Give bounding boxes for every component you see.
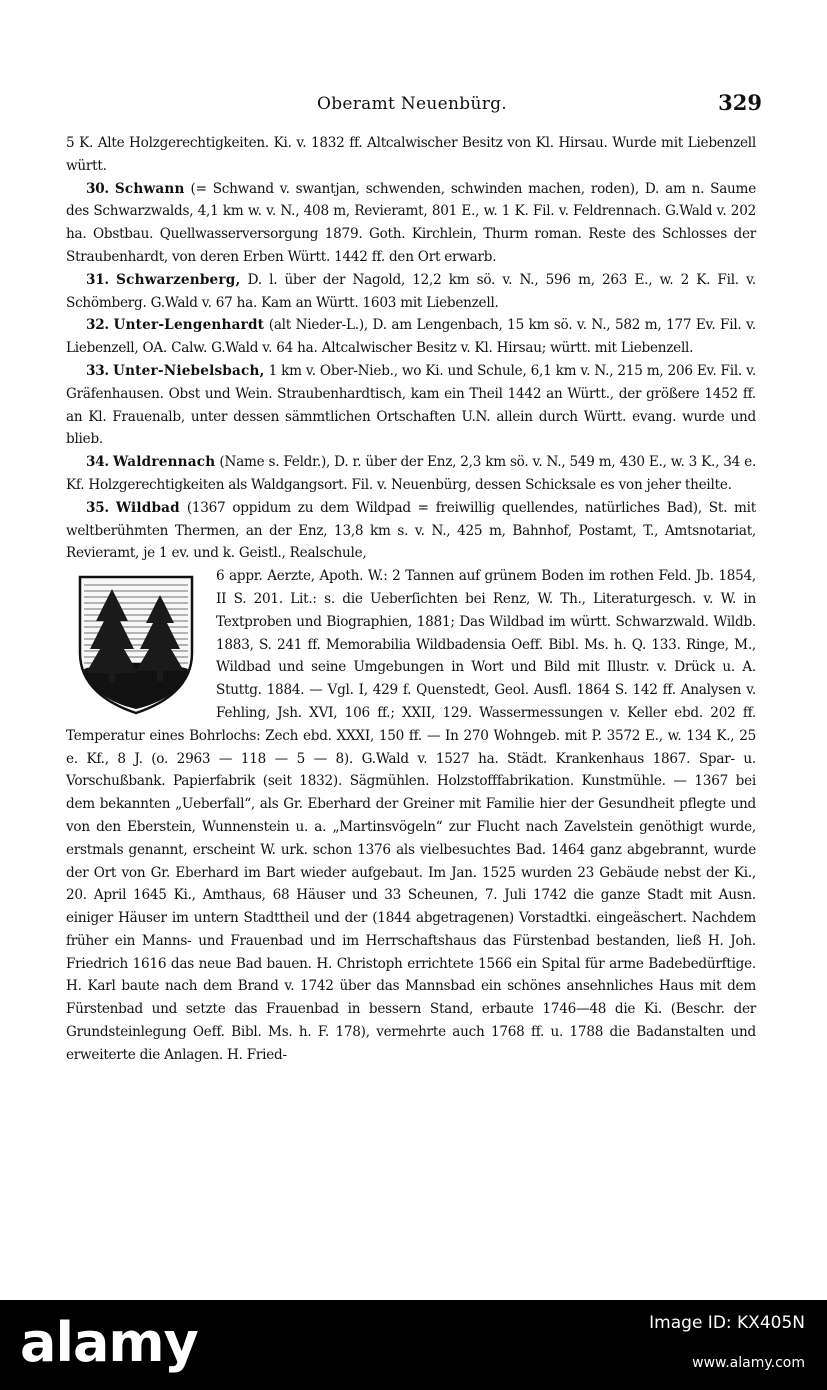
entry-text: (alt Nieder-L.), D. am Lengenbach, 15 km sö. v. N., 582 m, 177 Ev. Fil. v. Liebenzell, OA. Calw. G.Wald v. 64 ha. Altcalwischer Besitz v. Kl. Hirsau; württ. mit Liebenzell. — [66, 317, 756, 357]
place-name: Wildbad — [115, 499, 180, 516]
stock-banner — [0, 1300, 827, 1390]
entry-33 — [66, 360, 756, 451]
wildbad-coat-of-arms-icon — [66, 569, 206, 717]
entry-31 — [66, 269, 756, 315]
entry-number: 31. — [86, 271, 109, 288]
entry-29-continuation — [66, 132, 756, 178]
entry-32 — [66, 314, 756, 360]
place-name: Unter-Niebelsbach, — [113, 362, 265, 379]
place-name: Waldrennach — [113, 454, 216, 471]
page-title: Oberamt Neuenbürg. — [316, 94, 508, 114]
place-name: Schwann — [114, 180, 185, 197]
brand-logo: alamy — [20, 1311, 198, 1374]
entry-number: 35. — [86, 499, 109, 516]
entry-number: 30. — [86, 180, 109, 197]
image-id: Image ID: KX405N — [649, 1313, 805, 1333]
place-name: Schwarzenberg, — [116, 271, 241, 288]
entry-number: 34. — [86, 454, 109, 471]
entry-text: (Name s. Feldr.), D. r. über der Enz, 2,3 km sö. v. N., 549 m, 430 E., w. 3 K., 34 e. Kf. Holzgerechtigkeiten als Waldgangsort. Fil. v. Neuenbürg, dessen Schicksale es von jeher theilte. — [66, 454, 757, 493]
running-head — [62, 90, 762, 124]
entry-30 — [66, 178, 756, 269]
entry-number: 32. — [86, 317, 109, 334]
page-number: 329 — [718, 90, 762, 115]
website-link[interactable]: www.alamy.com — [692, 1355, 805, 1371]
entry-text: 5 K. Alte Holzgerechtigkeiten. Ki. v. 1832 ff. Altcalwischer Besitz von Kl. Hirsau. Wurde mit Liebenzell württ. — [66, 135, 756, 174]
entry-text: (= Schwand v. swantjan, schwenden, schwinden machen, roden), D. am n. Saume des Schwarzwalds, 4,1 km w. v. N., 408 m, Revieramt, 801 E., w. 1 K. Fil. v. Feldrennach. G.Wald v. 202 ha. Obstbau. Quellwasserversorgung 1879. Goth. Kirchlein, Thurm roman. Reste des Schlosses der Straubenhardt, von deren Erben Württ. 1442 ff. den Ort erwarb. — [66, 180, 756, 265]
entry-text: 1 km v. Ober-Nieb., wo Ki. und Schule, 6,1 km v. N., 215 m, 206 Ev. Fil. v. Gräfenhausen. Obst und Wein. Straubenhardtisch, kam ein Theil 1442 an Württ., der größere 1452 ff. an Kl. Frauenalb, unter dessen sämmtlichen Ortschaften U.N. allein durch Württ. evang. wurde und blieb. — [66, 362, 756, 448]
entry-number: 33. — [86, 362, 109, 379]
entry-35 — [66, 497, 756, 565]
text-block — [66, 132, 756, 1067]
place-name: Unter-Lengenhardt — [113, 317, 265, 334]
image-id-block — [649, 1312, 805, 1374]
entry-text: 6 appr. Aerzte, Apoth. W.: 2 Tannen auf grünem Boden im rothen Feld. Jb. 1854, II S. 201. Lit.: s. die Ueberſichten bei Renz, W. Th., Literaturgesch. v. W. in Textproben und Biographien, 1881; Das Wildbad im württ. Schwarzwald. Wildb. 1883, S. 241 ff. Memorabilia Wildbadensia Oeff. Bibl. Ms. h. Q. 133. Ringe, M., Wildbad und seine Umgebungen in Wort und Bild mit Illustr. v. Drück u. A. Stuttg. 1884. — Vgl. I, 429 f. Quenstedt, Geol. Ausfl. 1864 S. 142 ff. Analysen v. Fehling, Jsh. XVI, 106 ff.; XXII, 129. Wassermessungen v. Keller ebd. 202 ff. Temperatur eines Bohrlochs: Zech ebd. XXXI, 150 ff. — In 270 Wohngeb. mit P. 3572 E., w. 134 K., 25 e. Kf., 8 J. (o. 2963 — 118 — 5 — 8). G.Wald v. 1527 ha. Städt. Krankenhaus 1867. Spar- u. Vorschußbank. Papierfabrik (seit 1832). Sägmühlen. Holzstofffabrikation. Kunstmühle. — 1367 bei dem bekannten „Ueberfall“, als Gr. Eberhard der Greiner mit Familie hier der Gesundheit pflegte und von den Eberstein, Wunnenstein u. a. „Martinsvögeln“ zur Flucht nach Zavelstein genöthigt wurde, erstmals genannt, erscheint W. urk. schon 1376 als vielbesuchtes Bad. 1464 ganz abgebrannt, wurde der Ort von Gr. Eberhard im Bart wieder aufgebaut. Im Jan. 1525 wurden 23 Gebäude nebst der Ki., 20. April 1645 Ki., Amthaus, 68 Häuser und 33 Scheunen, 7. Juli 1742 die ganze Stadt mit Ausn. einiger Häuser im untern Stadttheil und der (1844 abgetragenen) Vorstadtki. eingeäschert. Nachdem früher ein Manns- und Frauenbad und im Herrschaftshaus das Fürstenbad bestanden, ließ H. Joh. Friedrich 1616 das neue Bad bauen. H. Christoph errichtete 1566 ein Spital für arme Badebedürftige. H. Karl baute nach dem Brand v. 1742 über das Mannsbad ein schönes ansehnliches Haus mit dem Fürstenbad und setzte das Frauenbad in bessern Stand, erbaute 1746—48 die Ki. (Beschr. der Grundsteinlegung Oeff. Bibl. Ms. h. F. 178), vermehrte auch 1768 ff. u. 1788 die Badanstalten und erweiterte die Anlagen. H. Fried- — [66, 568, 756, 1063]
entry-34 — [66, 451, 756, 497]
entry-text-intro: (1367 oppidum zu dem Wildpad = freiwillig quellendes, natürliches Bad), St. mit weltberühmten Thermen, an der Enz, 13,8 km s. v. N., 425 m, Bahnhof, Postamt, T., Amtsnotariat, Revieramt, je 1 ev. und k. Geistl., Realschule, — [66, 499, 756, 562]
entry-text: D. l. über der Nagold, 12,2 km sö. v. N., 596 m, 263 E., w. 2 K. Fil. v. Schömberg. G.Wald v. 67 ha. Kam an Württ. 1603 mit Liebenzell. — [66, 271, 756, 311]
